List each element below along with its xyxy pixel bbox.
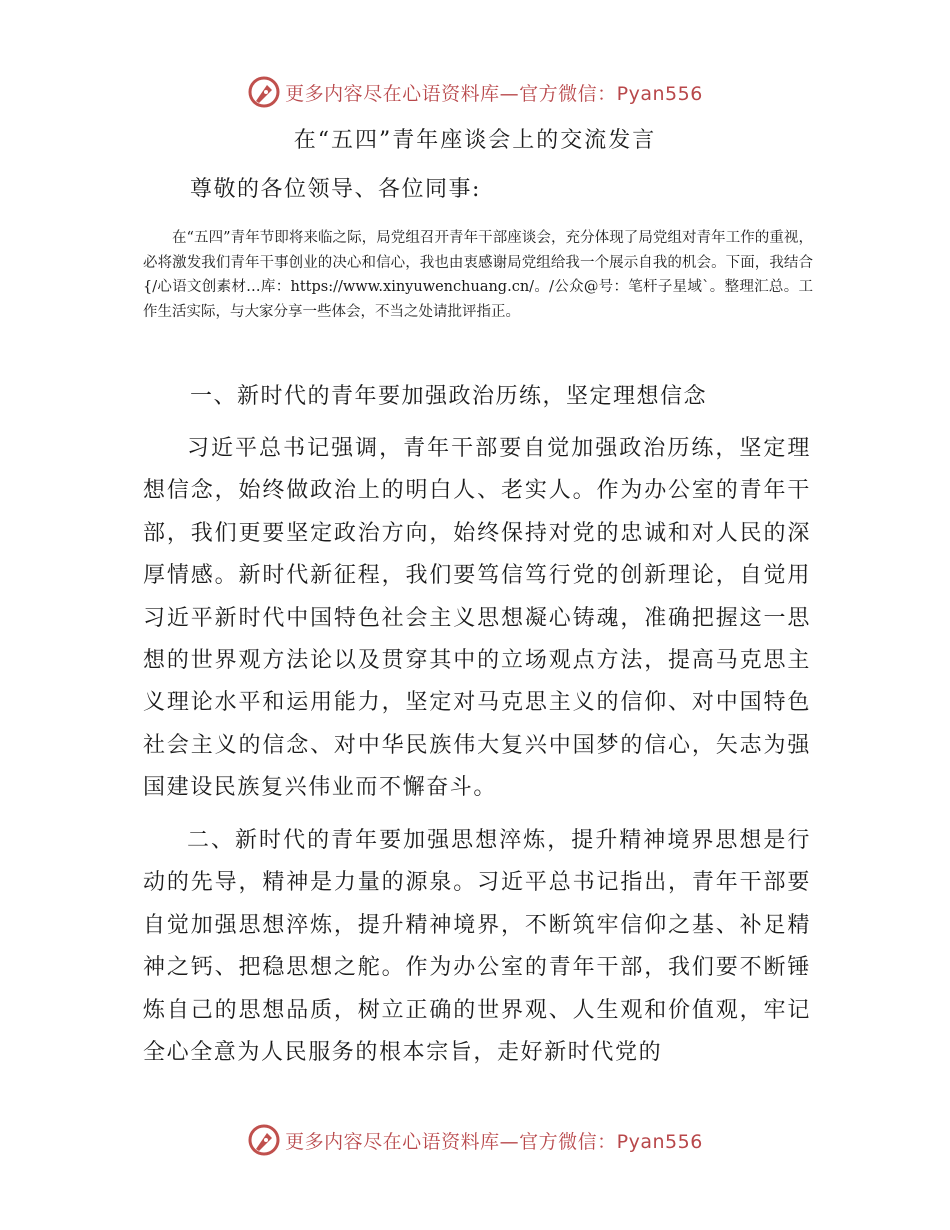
document-title: 在“五四”青年座谈会上的交流发言 [293,128,657,153]
section-2-body: 二、新时代的青年要加强思想淬炼，提升精神境界思想是行动的先导，精神是力量的源泉。习近平总书记指出，青年干部要自觉加强思想淬炼，提升精神境界，不断筑牢信仰之基、补足精神之钙、把稳思想之舵。作为办公室的青年干部，我们要不断锤炼自己的思想品质，树立正确的世界观、人生观和价值观，牢记全心全意为人民服务的根本宗旨，走好新时代党的 [143,828,811,1066]
pen-nib-logo-icon [247,75,281,109]
watermark-text: 更多内容尽在心语资料库—官方微信：Pyan556 [285,1130,703,1153]
intro-paragraph: 在“五四”青年节即将来临之际，局党组召开青年干部座谈会，充分体现了局党组对青年工作的重视，必将激发我们青年干事创业的决心和信心，我也由衷感谢局党组给我一个展示自我的机会。下面，我结合{/心语文创素材…库：https://www.xinyuwenchuang.cn/。/公众@号：笔杆子星域`。整理汇总。工作生活实际，与大家分享一些体会，不当之处请批评指正。 [143,230,813,320]
watermark-banner-bottom [0,1120,950,1160]
salutation: 尊敬的各位领导、各位同事: [190,177,481,202]
section-heading-1: 一、新时代的青年要加强政治历练，坚定理想信念 [190,384,708,409]
watermark-text: 更多内容尽在心语资料库—官方微信：Pyan556 [285,82,703,105]
watermark-banner-top [0,72,950,112]
section-1-body: 习近平总书记强调，青年干部要自觉加强政治历练，坚定理想信念，始终做政治上的明白人、老实人。作为办公室的青年干部，我们更要坚定政治方向，始终保持对党的忠诚和对人民的深厚情感。新时代新征程，我们要笃信笃行党的创新理论，自觉用习近平新时代中国特色社会主义思想凝心铸魂，准确把握这一思想的世界观方法论以及贯穿其中的立场观点方法，提高马克思主义理论水平和运用能力，坚定对马克思主义的信仰、对中国特色社会主义的信念、对中华民族伟大复兴中国梦的信心，矢志为强国建设民族复兴伟业而不懈奋斗。 [143,436,811,801]
pen-nib-logo-icon [247,1123,281,1157]
